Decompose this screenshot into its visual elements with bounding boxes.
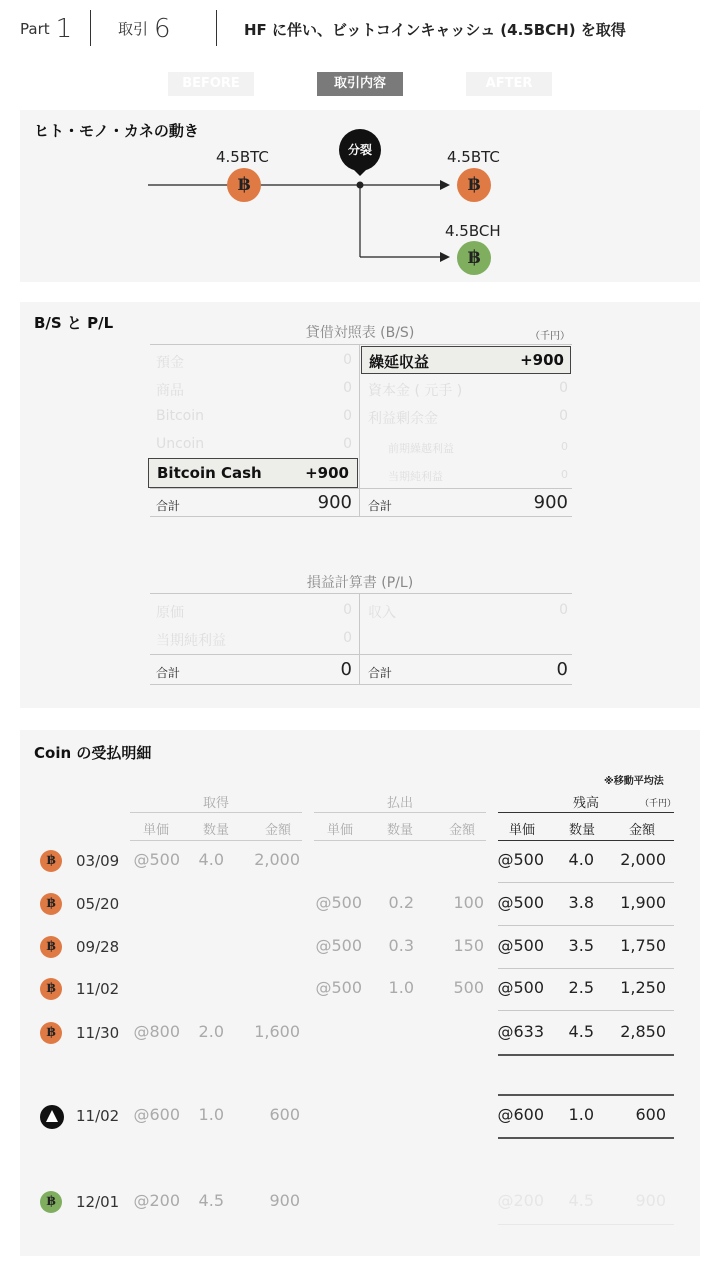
trade-indicator <box>118 14 171 44</box>
pl-bottom-rule <box>150 684 572 685</box>
pay-qty: 0.3 <box>388 936 414 955</box>
bitcoin-cash-icon: ฿ <box>457 241 491 275</box>
row-date: 05/20 <box>76 895 120 913</box>
bal-row-rule <box>498 882 674 883</box>
bal-amount: 1,750 <box>620 936 666 955</box>
bal-row-rule <box>498 1054 674 1056</box>
bs-left-row-label: 商品 <box>156 383 184 399</box>
bs-top-rule <box>150 344 572 345</box>
acq-amount: 2,000 <box>254 850 300 869</box>
col-amount: 金額 <box>628 823 655 838</box>
pay-qty: 1.0 <box>388 978 414 997</box>
col-amount: 金額 <box>264 823 291 838</box>
acq-unit-price: @600 <box>133 1105 180 1124</box>
row-date: 12/01 <box>76 1193 120 1211</box>
pl-left-row-label: 当期純利益 <box>156 633 226 649</box>
bs-right-total: 900 <box>533 492 568 513</box>
bs-unit: （千円） <box>530 331 570 342</box>
bal-unit-price: @500 <box>497 978 544 997</box>
trade-label: 取引 <box>118 20 149 38</box>
split-label: 分裂 <box>347 143 372 157</box>
pay-amount: 100 <box>453 893 484 912</box>
bal-amount: 2,000 <box>620 850 666 869</box>
col-unit-price: 単価 <box>508 823 535 838</box>
pl-right-total-label: 合計 <box>368 666 393 680</box>
ledger-title: Coin の受払明細 <box>34 744 152 762</box>
ledger-panel <box>20 730 700 1256</box>
pl-left-total-label: 合計 <box>156 666 181 680</box>
bch-entry-value: +900 <box>305 464 349 482</box>
bs-right-row-value: 0 <box>561 440 568 453</box>
acq-qty: 4.0 <box>198 850 224 869</box>
bs-right-row-value: 0 <box>561 468 568 481</box>
bal-row-rule <box>498 968 674 969</box>
bal-amount: 900 <box>635 1191 666 1210</box>
acq-amount: 600 <box>269 1105 300 1124</box>
flow-title: ヒト・モノ・カネの動き <box>34 122 199 140</box>
bitcoin-cash-icon: ฿ <box>40 1191 62 1213</box>
deferred-revenue-entry <box>361 346 571 374</box>
ledger-unit: （千円） <box>640 799 677 809</box>
pl-left-row-value: 0 <box>343 630 352 646</box>
acq-unit-price: @500 <box>133 850 180 869</box>
pay-qty: 0.2 <box>388 893 414 912</box>
col-unit-price: 単価 <box>326 823 353 838</box>
flow-panel <box>20 110 700 282</box>
bitcoin-icon: ฿ <box>227 168 261 202</box>
trade-number: 6 <box>154 14 171 44</box>
bs-left-row-label: 預金 <box>156 355 184 371</box>
bal-qty: 4.0 <box>568 850 594 869</box>
tab-before[interactable]: BEFORE <box>168 72 254 96</box>
col-qty: 数量 <box>202 823 229 838</box>
bal-row-rule <box>498 1094 674 1096</box>
row-date: 11/02 <box>76 980 120 998</box>
part-number: 1 <box>55 14 73 44</box>
bal-unit-price: @500 <box>497 893 544 912</box>
source-amount: 4.5BTC <box>216 148 269 166</box>
pl-top-rule <box>150 593 572 594</box>
row-date: 11/02 <box>76 1107 120 1125</box>
deferred-revenue-label: 繰延収益 <box>369 353 430 371</box>
bal-unit-price: @500 <box>497 936 544 955</box>
bs-pl-panel <box>20 302 700 708</box>
balance-group-rule <box>498 812 674 813</box>
bal-row-rule <box>498 1224 674 1225</box>
bs-right-row-label: 利益剰余金 <box>368 411 438 427</box>
bal-unit-price: @600 <box>497 1105 544 1124</box>
bs-pl-title: B/S と P/L <box>34 314 114 332</box>
acq-qty: 1.0 <box>198 1105 224 1124</box>
bal-amount: 1,250 <box>620 978 666 997</box>
tab-transaction[interactable]: 取引内容 <box>317 72 403 96</box>
acq-unit-price: @800 <box>133 1022 180 1041</box>
row-date: 03/09 <box>76 852 120 870</box>
bal-row-rule <box>498 1010 674 1011</box>
bs-left-row-label: Uncoin <box>156 436 205 452</box>
page-title: HF に伴い、ビットコインキャッシュ (4.5BCH) を取得 <box>244 21 626 39</box>
bitcoin-icon: ฿ <box>40 893 62 915</box>
arrow-head-icon <box>440 180 450 190</box>
bs-right-row-label: 当期純利益 <box>388 470 443 483</box>
col-qty: 数量 <box>568 823 595 838</box>
bs-left-row-value: 0 <box>343 436 352 452</box>
bal-qty: 4.5 <box>568 1191 594 1210</box>
bs-left-total-label: 合計 <box>156 499 181 513</box>
row-date: 11/30 <box>76 1024 120 1042</box>
part-label: Part <box>20 20 50 38</box>
bs-right-row-value: 0 <box>559 408 568 424</box>
acq-amount: 1,600 <box>254 1022 300 1041</box>
bs-right-row-label: 前期繰越利益 <box>388 442 454 455</box>
bal-qty: 1.0 <box>568 1105 594 1124</box>
split-point <box>357 182 364 189</box>
bitcoin-icon: ฿ <box>457 168 491 202</box>
bal-qty: 4.5 <box>568 1022 594 1041</box>
pl-center-rule <box>359 593 360 685</box>
bs-left-total: 900 <box>317 492 352 513</box>
out-btc-amount: 4.5BTC <box>447 148 500 166</box>
bal-unit-price: @633 <box>497 1022 544 1041</box>
arrow-head-icon <box>440 252 450 262</box>
acq-qty: 4.5 <box>198 1191 224 1210</box>
payout-group-rule <box>314 812 486 813</box>
bal-unit-price: @200 <box>497 1191 544 1210</box>
bal-qty: 3.8 <box>568 893 594 912</box>
uncoin-icon <box>40 1105 64 1129</box>
payout-header-rule <box>314 840 486 841</box>
bs-right-total-label: 合計 <box>368 499 393 513</box>
bitcoin-icon: ฿ <box>40 978 62 1000</box>
acquire-group-label: 取得 <box>202 796 229 811</box>
pay-unit-price: @500 <box>315 893 362 912</box>
pay-unit-price: @500 <box>315 978 362 997</box>
header-divider <box>216 10 217 46</box>
acquire-group-rule <box>130 812 302 813</box>
col-unit-price: 単価 <box>142 823 169 838</box>
bal-row-rule <box>498 925 674 926</box>
bal-qty: 2.5 <box>568 978 594 997</box>
bs-left-row-value: 0 <box>343 380 352 396</box>
bitcoin-icon: ฿ <box>40 1022 62 1044</box>
col-qty: 数量 <box>386 823 413 838</box>
bch-highlight-entry <box>148 458 358 488</box>
header-divider <box>90 10 91 46</box>
bal-amount: 600 <box>635 1105 666 1124</box>
balance-group-label: 残高 <box>572 796 599 811</box>
bal-amount: 2,850 <box>620 1022 666 1041</box>
out-bch-amount: 4.5BCH <box>445 222 501 240</box>
pl-table-title: 損益計算書 (P/L) <box>306 575 414 591</box>
bs-left-row-value: 0 <box>343 352 352 368</box>
bitcoin-icon: ฿ <box>40 936 62 958</box>
split-bubble-pointer <box>352 168 368 176</box>
bitcoin-icon: ฿ <box>40 850 62 872</box>
pl-right-row-value: 0 <box>559 602 568 618</box>
acq-unit-price: @200 <box>133 1191 180 1210</box>
acq-amount: 900 <box>269 1191 300 1210</box>
bs-table-title: 貸借対照表 (B/S) <box>305 325 415 341</box>
bal-amount: 1,900 <box>620 893 666 912</box>
balance-header-rule <box>498 840 674 841</box>
row-date: 09/28 <box>76 938 120 956</box>
bs-right-row-label: 資本金 ( 元手 ) <box>368 383 463 399</box>
bch-entry-label: Bitcoin Cash <box>157 464 262 482</box>
pl-total-rule <box>150 654 572 655</box>
pl-left-row-label: 原価 <box>156 605 184 621</box>
pay-amount: 150 <box>453 936 484 955</box>
tab-after[interactable]: AFTER <box>466 72 552 96</box>
bs-bottom-rule <box>150 516 572 517</box>
pl-right-total: 0 <box>556 659 568 680</box>
bs-total-rule <box>150 488 572 489</box>
pl-left-row-value: 0 <box>343 602 352 618</box>
pay-unit-price: @500 <box>315 936 362 955</box>
flow-diagram <box>20 110 700 282</box>
bal-qty: 3.5 <box>568 936 594 955</box>
bs-left-row-label: Bitcoin <box>156 408 205 424</box>
bs-left-row-value: 0 <box>343 408 352 424</box>
bal-row-rule <box>498 1137 674 1139</box>
payout-group-label: 払出 <box>386 796 413 811</box>
pl-left-total: 0 <box>340 659 352 680</box>
col-amount: 金額 <box>448 823 475 838</box>
acq-qty: 2.0 <box>198 1022 224 1041</box>
bal-unit-price: @500 <box>497 850 544 869</box>
bs-center-rule <box>359 344 360 516</box>
pay-amount: 500 <box>453 978 484 997</box>
pl-right-row-label: 収入 <box>368 605 396 621</box>
acquire-header-rule <box>130 840 302 841</box>
ledger-note: ※移動平均法 <box>604 776 664 787</box>
bs-right-row-value: 0 <box>559 380 568 396</box>
part-indicator <box>20 14 72 44</box>
deferred-revenue-value: +900 <box>520 351 564 369</box>
